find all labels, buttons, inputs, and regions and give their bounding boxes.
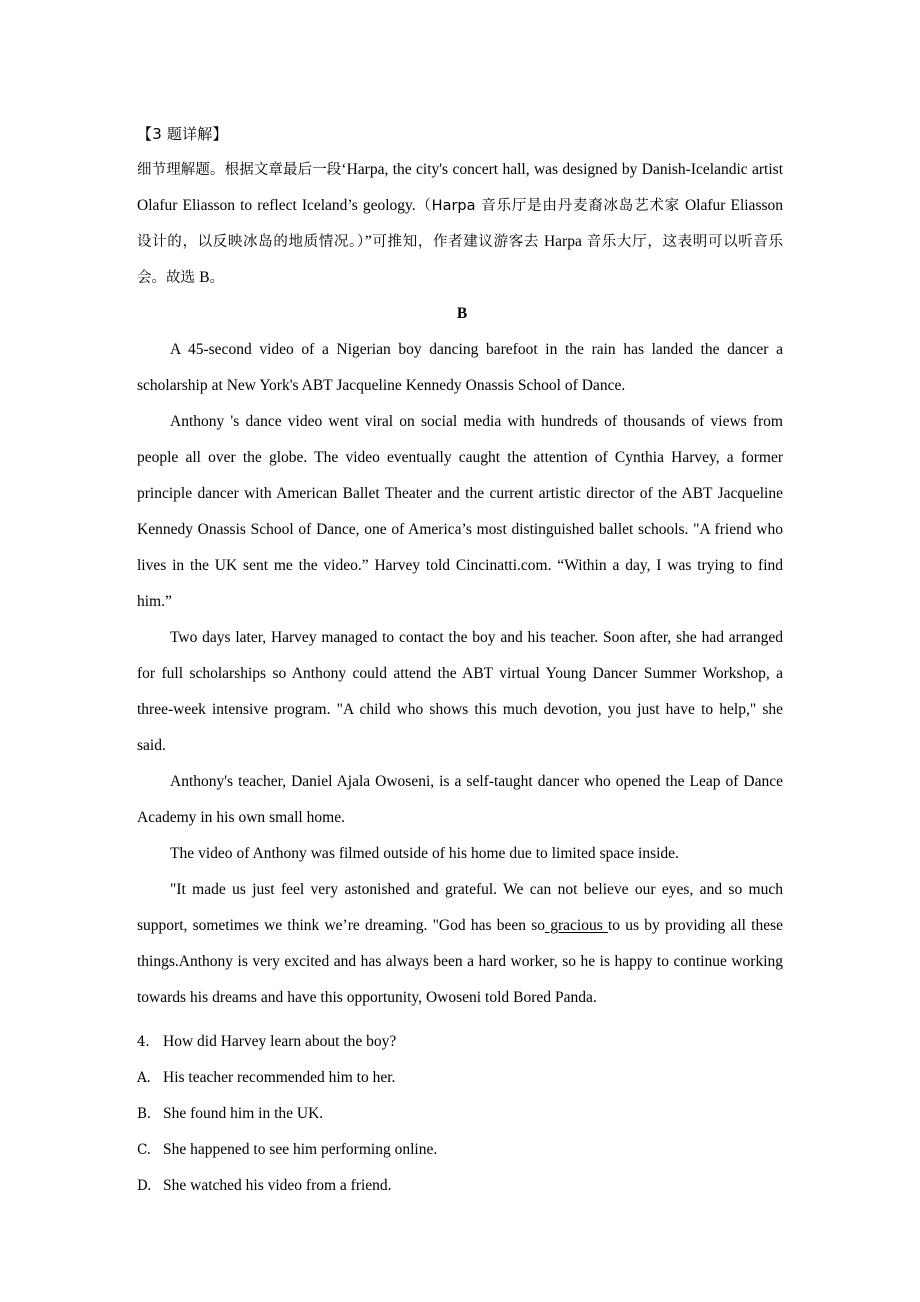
analysis-lead-cjk: 细节理解题。根据文章最后一段 — [137, 162, 342, 178]
option-c-label: C. — [137, 1142, 151, 1158]
option-b[interactable] — [137, 1096, 783, 1132]
analysis-cjk-end: 。 — [209, 270, 225, 286]
passage-paragraph-1: A 45-second video of a Nigerian boy dancing barefoot in the rain has landed the dancer a scholarship at New York's ABT Jacqueline Kennedy Onassis School of Dance. — [137, 341, 783, 394]
final-paragraph-before-underline: "It made us just feel very astonished and grateful. We can not believe our eyes, and so much support, sometimes we think we’re dreaming. "God has been so — [137, 881, 783, 934]
option-d[interactable] — [137, 1168, 783, 1204]
option-a-text: His teacher recommended him to her. — [163, 1069, 396, 1086]
question-4 — [137, 1024, 783, 1060]
passage-paragraph-4: Anthony's teacher, Daniel Ajala Owoseni, is a self-taught dancer who opened the Leap of Dance Academy in his own small home. — [137, 773, 783, 826]
analysis-english-quote: Harpa, the city's concert hall, was designed by Danish-Icelandic artist Olafur Eliasson to reflect Iceland’s geology. — [137, 161, 784, 214]
analysis-explanation-paragraph — [137, 152, 783, 296]
option-c-text: She happened to see him performing online. — [163, 1141, 438, 1158]
option-a-label: A. — [137, 1070, 151, 1086]
passage-paragraph-2: Anthony 's dance video went viral on social media with hundreds of thousands of views from people all over the globe. The video eventually caught the attention of Cynthia Harvey, a former principle dancer with American Ballet Theater and the current artistic director of the ABT Jacqueline Kennedy Onassis School of Dance, one of America’s most distinguished ballet schools. "A friend who lives in the UK sent me the video.” Harvey told Cincinatti.com. “Within a day, I was trying to find him.” — [137, 413, 783, 610]
analysis-cjk-3: 设计的，以反映冰岛的地质情况。） — [137, 234, 365, 250]
analysis-cjk-4: 可推知，作者建议游客去 — [371, 234, 540, 250]
analysis-answer-letter: B — [195, 269, 210, 286]
analysis-heading: 【3 题详解】 — [137, 125, 228, 143]
passage-paragraph-3: Two days later, Harvey managed to contact the boy and his teacher. Soon after, she had arranged for full scholarships so Anthony could attend the ABT virtual Young Dancer Summer Workshop, a three-week intensive program. "A child who shows this much devotion, you just have to help," she said. — [137, 629, 783, 754]
passage-paragraph-5: The video of Anthony was filmed outside of his home due to limited space inside. — [170, 845, 679, 862]
passage-paragraph-6 — [137, 872, 783, 1016]
analysis-quote-close: ” — [364, 233, 372, 250]
option-c[interactable] — [137, 1132, 783, 1168]
analysis-quote-open: ‘ — [341, 161, 347, 178]
option-b-label: B. — [137, 1106, 151, 1122]
option-d-label: D. — [137, 1178, 152, 1194]
option-d-text: She watched his video from a friend. — [163, 1177, 392, 1194]
section-letter-heading: B — [456, 305, 468, 322]
question-text: How did Harvey learn about the boy? — [163, 1033, 397, 1050]
vocabulary-underlined-word: gracious — [545, 917, 608, 934]
option-b-text: She found him in the UK. — [163, 1105, 324, 1122]
option-a[interactable] — [137, 1060, 783, 1096]
analysis-name-1: Olafur Eliasson — [679, 197, 784, 214]
analysis-cjk-2: 音乐厅是由丹麦裔冰岛艺术家 — [481, 198, 680, 214]
question-spacer — [137, 1016, 783, 1024]
document-page — [137, 0, 783, 1204]
analysis-cjk-5: 音乐大厅，这表明可以听音乐会。故选 — [137, 234, 784, 286]
analysis-name-2: Harpa — [539, 233, 587, 250]
final-paragraph-after-underline: to us by providing all these things.Anthony is very excited and has always been a hard worker, so he is happy to continue working towards his dreams and have this opportunity, Owoseni told Bored Panda. — [137, 917, 784, 1006]
question-number: 4. — [137, 1034, 150, 1050]
analysis-paren-cjk-1: （Harpa — [415, 198, 482, 214]
